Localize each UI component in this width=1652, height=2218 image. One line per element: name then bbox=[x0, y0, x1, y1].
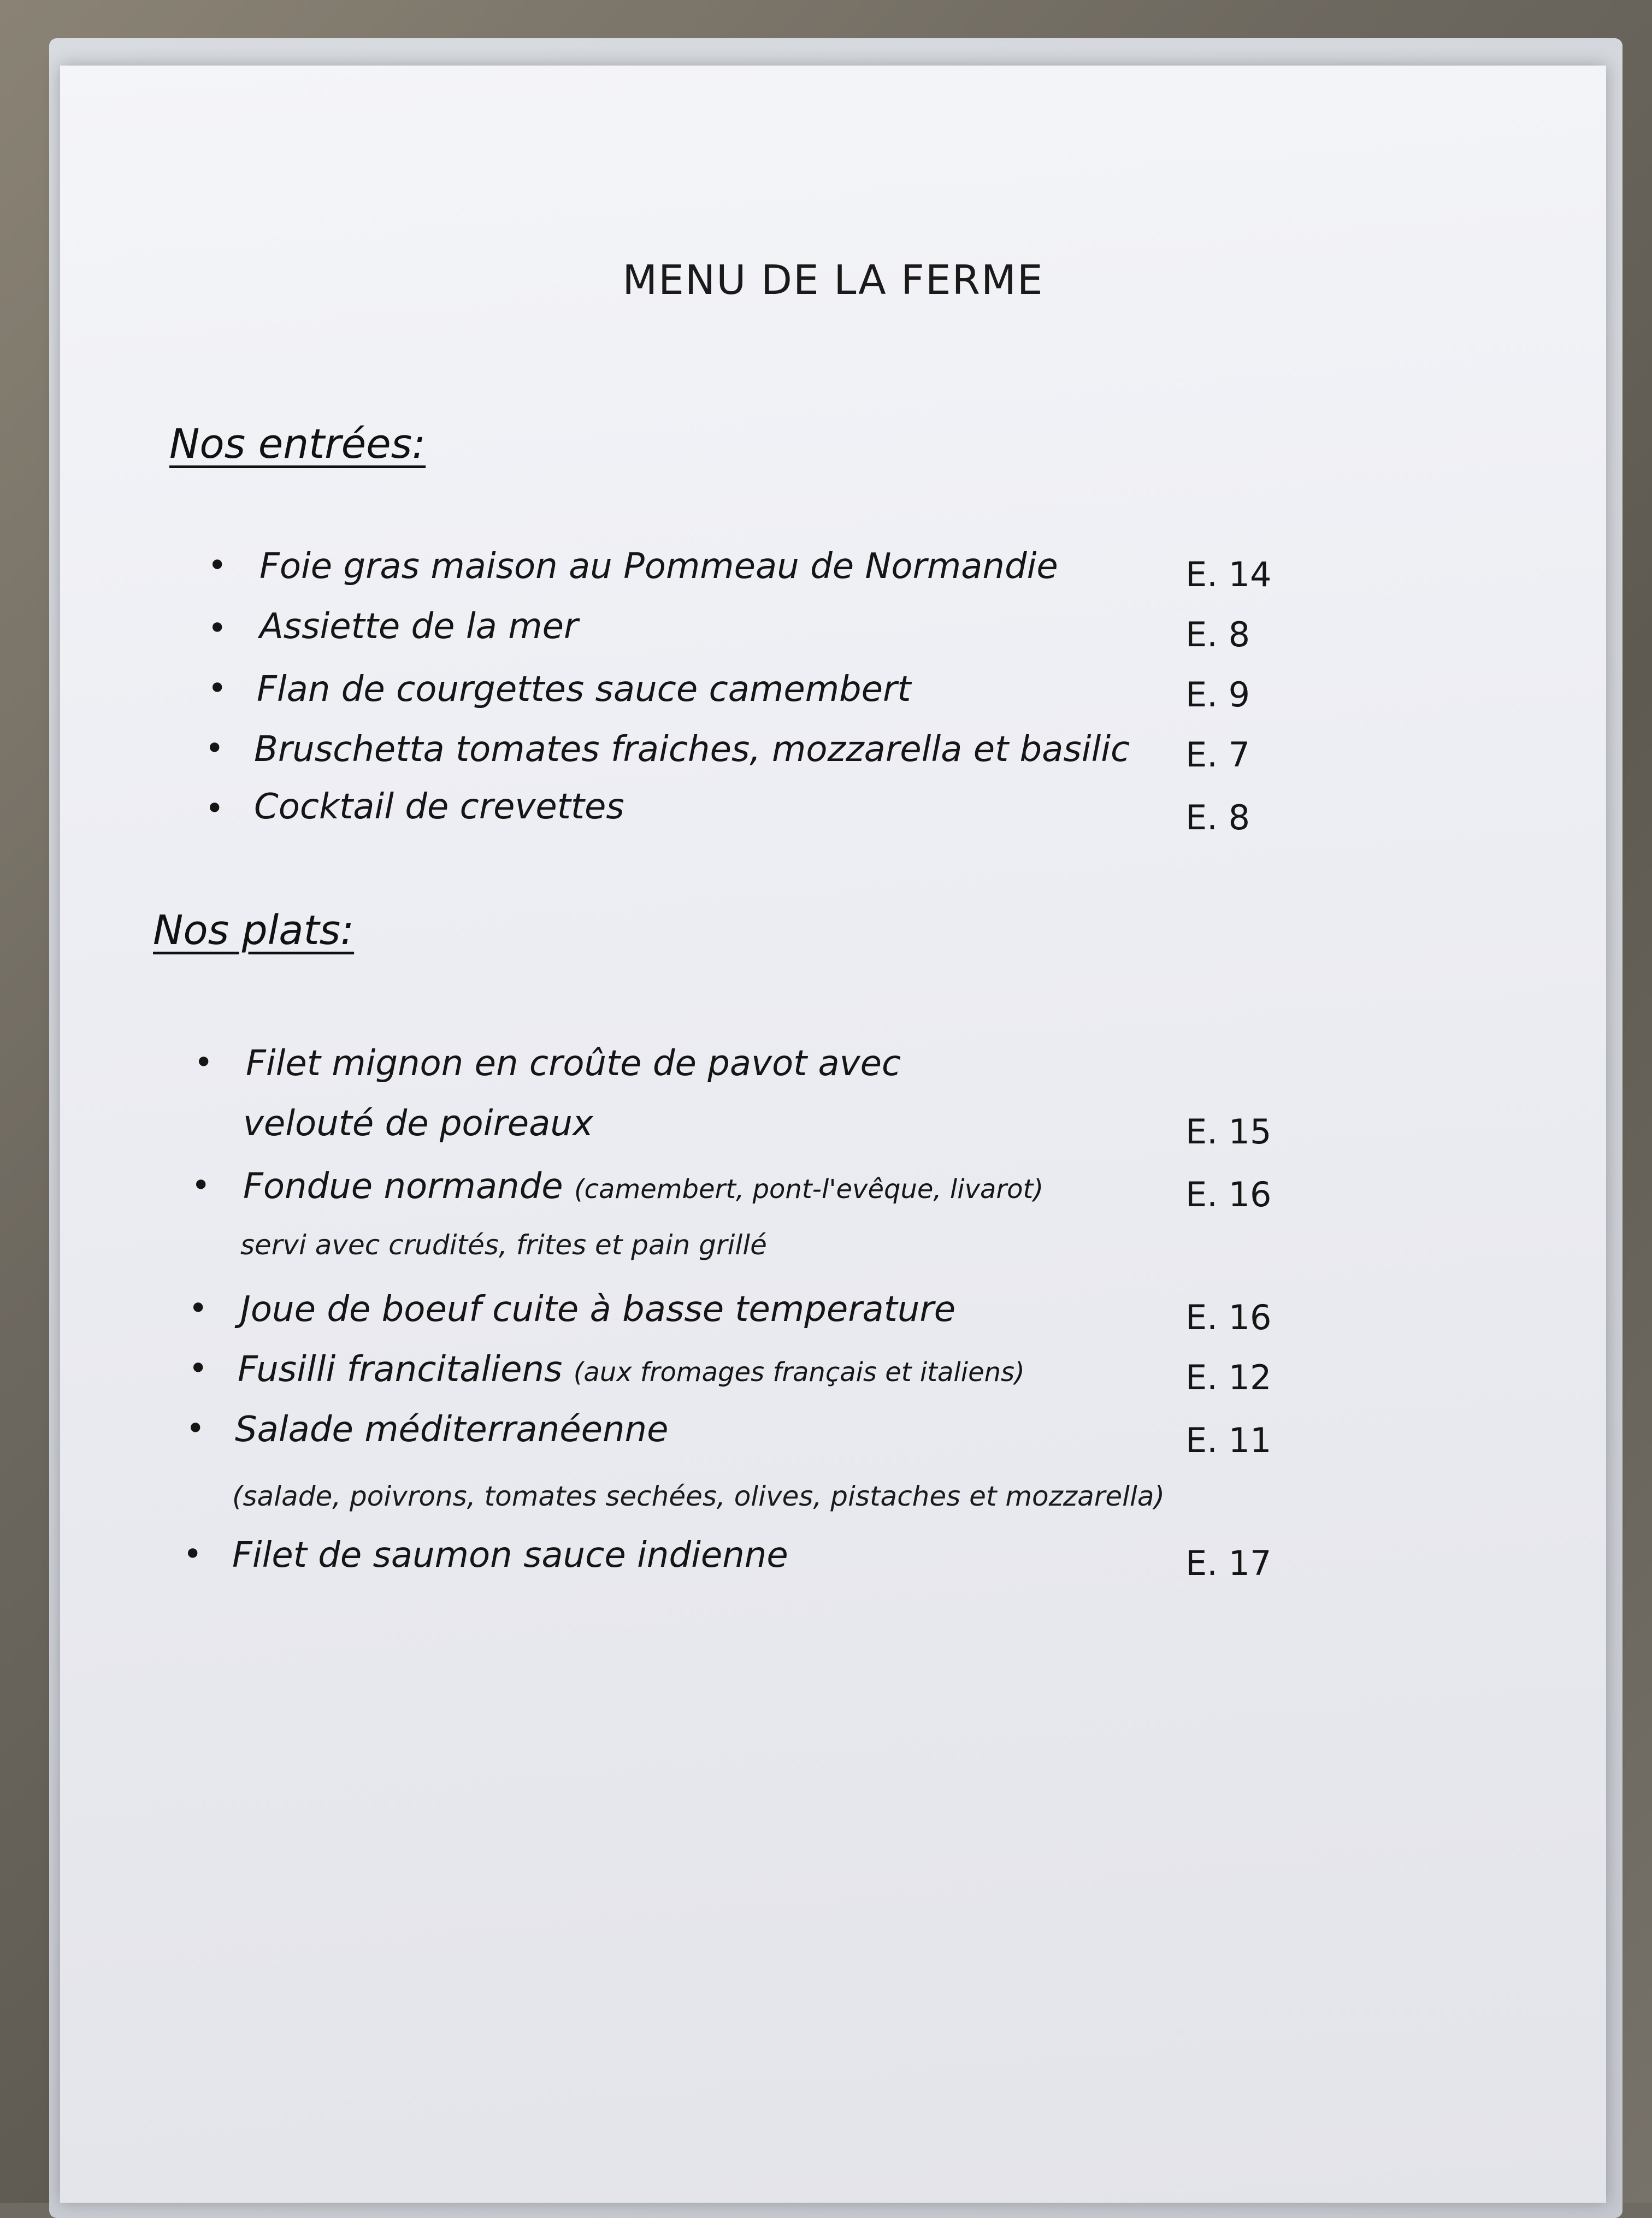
entree-item-name: Foie gras maison au Pommeau de Normandie bbox=[259, 546, 1058, 587]
plat-item-name: Filet de saumon sauce indienne bbox=[232, 1535, 788, 1576]
plat-item-price: E. 15 bbox=[1185, 1112, 1272, 1152]
bullet: • bbox=[186, 1409, 205, 1448]
bullet: • bbox=[183, 1535, 203, 1573]
bullet: • bbox=[188, 1289, 208, 1328]
entree-item-price: E. 8 bbox=[1185, 798, 1250, 837]
plat-item-name bbox=[238, 1349, 1025, 1390]
plat-item-price: E. 16 bbox=[1185, 1297, 1272, 1337]
entree-item-price: E. 7 bbox=[1185, 735, 1250, 775]
plat-item-note: (aux fromages français et italiens) bbox=[573, 1357, 1025, 1388]
bullet: • bbox=[205, 729, 225, 768]
entree-item-price: E. 8 bbox=[1185, 615, 1250, 654]
plat-item-price: E. 17 bbox=[1185, 1543, 1272, 1583]
entree-item-name: Bruschetta tomates fraiches, mozzarella et basilic bbox=[254, 729, 1130, 770]
bullet: • bbox=[194, 1043, 214, 1082]
entree-item-name: Cocktail de crevettes bbox=[254, 787, 624, 827]
plat-item-label: Fondue normande bbox=[243, 1166, 563, 1207]
entree-item-name: Flan de courgettes sauce camembert bbox=[257, 669, 911, 710]
plat-item-price: E. 11 bbox=[1185, 1420, 1272, 1460]
bullet: • bbox=[208, 669, 227, 707]
plat-item-detail: (salade, poivrons, tomates sechées, olives, pistaches et mozzarella) bbox=[232, 1480, 1165, 1512]
entree-item-price: E. 14 bbox=[1185, 554, 1272, 594]
bullet: • bbox=[208, 609, 227, 647]
plats-heading: Nos plats: bbox=[153, 907, 355, 954]
plat-item-name: Filet mignon en croûte de pavot avec bbox=[246, 1043, 901, 1084]
plat-item-price: E. 16 bbox=[1185, 1175, 1272, 1214]
plat-item-price: E. 12 bbox=[1185, 1358, 1272, 1397]
plat-item-name: Joue de boeuf cuite à basse temperature bbox=[240, 1289, 956, 1330]
entrees-heading: Nos entrées: bbox=[169, 421, 426, 468]
bullet: • bbox=[188, 1349, 208, 1388]
plat-item-note: (camembert, pont-l'evêque, livarot) bbox=[574, 1174, 1044, 1205]
plat-item-name bbox=[243, 1166, 1043, 1207]
plat-item-name-continued: velouté de poireaux bbox=[243, 1104, 593, 1144]
bullet: • bbox=[191, 1166, 211, 1205]
bullet: • bbox=[205, 789, 225, 828]
menu-title: MENU DE LA FERME bbox=[622, 257, 1044, 304]
plat-item-detail: servi avec crudités, frites et pain grillé bbox=[240, 1229, 767, 1261]
menu-page bbox=[60, 66, 1606, 2203]
plat-item-name: Salade méditerranéenne bbox=[235, 1409, 669, 1450]
entree-item-price: E. 9 bbox=[1185, 675, 1250, 715]
entree-item-name: Assiette de la mer bbox=[259, 606, 579, 647]
bullet: • bbox=[208, 546, 227, 585]
plat-item-label: Fusilli francitaliens bbox=[238, 1349, 563, 1390]
